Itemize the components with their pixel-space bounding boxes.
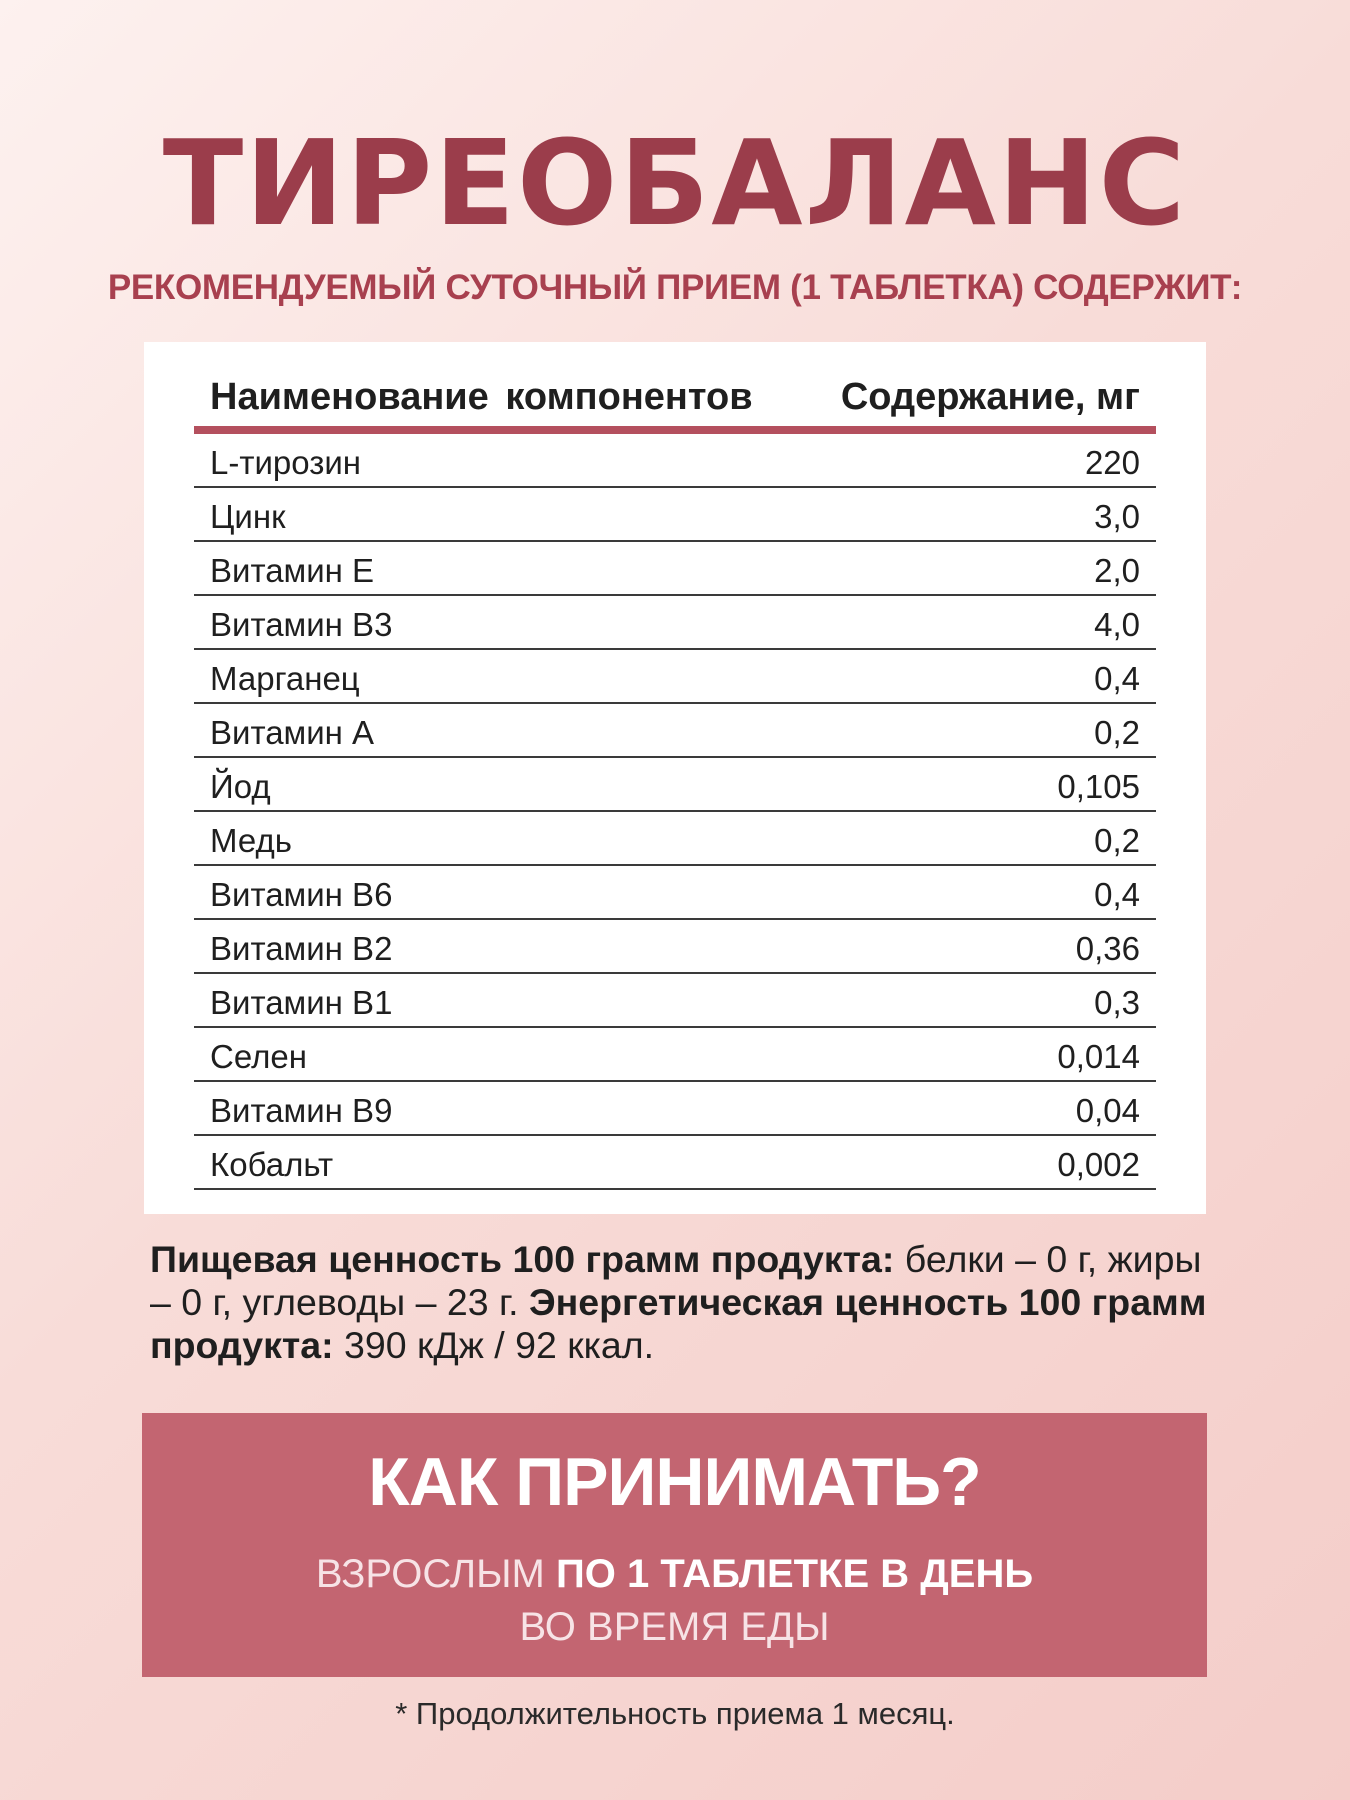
table-row xyxy=(194,596,1156,650)
table-row xyxy=(194,434,1156,488)
table-row xyxy=(194,1082,1156,1136)
component-name: Витамин В9 xyxy=(210,1092,393,1129)
component-name: Витамин В6 xyxy=(210,876,393,913)
energy-values: 390 кДж / 92 ккал. xyxy=(333,1324,655,1366)
component-amount: 0,105 xyxy=(1057,768,1140,805)
component-name: Кобальт xyxy=(210,1146,334,1183)
dosage-amount: ПО 1 ТАБЛЕТКЕ В ДЕНЬ xyxy=(555,1552,1034,1596)
component-amount: 4,0 xyxy=(1094,606,1140,643)
table-row xyxy=(194,866,1156,920)
nutrition-label: Пищевая ценность 100 грамм продукта: xyxy=(150,1238,895,1280)
component-amount: 0,4 xyxy=(1094,876,1140,913)
component-name: Витамин Е xyxy=(210,552,375,589)
component-name: L-тирозин xyxy=(210,444,362,481)
component-name: Витамин В2 xyxy=(210,930,393,967)
how-to-take-title: КАК ПРИНИМАТЬ? xyxy=(368,1444,981,1520)
component-amount: 0,36 xyxy=(1075,930,1140,967)
dosage-timing: ВО ВРЕМЯ ЕДЫ xyxy=(519,1605,830,1649)
component-name: Селен xyxy=(210,1038,307,1075)
component-name: Марганец xyxy=(210,660,360,697)
table-row xyxy=(194,488,1156,542)
how-to-take-text xyxy=(142,1548,1207,1654)
duration-footnote: * Продолжительность приема 1 месяц. xyxy=(395,1696,955,1731)
component-amount: 3,0 xyxy=(1094,498,1140,535)
component-amount: 0,2 xyxy=(1094,714,1140,751)
daily-intake-subtitle: РЕКОМЕНДУЕМЫЙ СУТОЧНЫЙ ПРИЕМ (1 ТАБЛЕТКА) СОДЕРЖИТ: xyxy=(107,268,1243,307)
table-row xyxy=(194,758,1156,812)
table-row xyxy=(194,650,1156,704)
component-name: Витамин В3 xyxy=(210,606,393,643)
table-body xyxy=(194,434,1156,1190)
dosage-audience: ВЗРОСЛЫМ xyxy=(315,1552,556,1596)
header-component-name: Наименование компонентов xyxy=(210,376,753,418)
table-row xyxy=(194,1028,1156,1082)
component-amount: 0,3 xyxy=(1094,984,1140,1021)
table-row xyxy=(194,812,1156,866)
component-amount: 0,04 xyxy=(1075,1092,1140,1129)
component-amount: 2,0 xyxy=(1094,552,1140,589)
table-row xyxy=(194,704,1156,758)
component-amount: 0,014 xyxy=(1057,1038,1140,1075)
product-title: ТИРЕОБАЛАНС xyxy=(162,114,1188,252)
component-name: Йод xyxy=(210,768,271,805)
composition-table xyxy=(144,342,1206,1214)
component-name: Медь xyxy=(210,822,292,859)
table-row xyxy=(194,920,1156,974)
nutrition-values: белки – 0 г, жиры – 0 г, углеводы – 23 г. xyxy=(150,1238,1202,1323)
table-row xyxy=(194,974,1156,1028)
component-name: Витамин А xyxy=(210,714,375,751)
how-to-take-box xyxy=(142,1413,1207,1677)
header-content-mg: Содержание, мг xyxy=(840,376,1140,418)
energy-label: Энергетическая ценность 100 грамм продукта: xyxy=(150,1281,1207,1366)
table-header xyxy=(194,364,1156,434)
nutrition-info xyxy=(150,1238,1210,1367)
component-name: Цинк xyxy=(210,498,286,535)
component-amount: 0,2 xyxy=(1094,822,1140,859)
component-name: Витамин В1 xyxy=(210,984,393,1021)
table-row xyxy=(194,1136,1156,1190)
component-amount: 220 xyxy=(1084,444,1140,481)
component-amount: 0,4 xyxy=(1094,660,1140,697)
component-amount: 0,002 xyxy=(1057,1146,1140,1183)
table-row xyxy=(194,542,1156,596)
